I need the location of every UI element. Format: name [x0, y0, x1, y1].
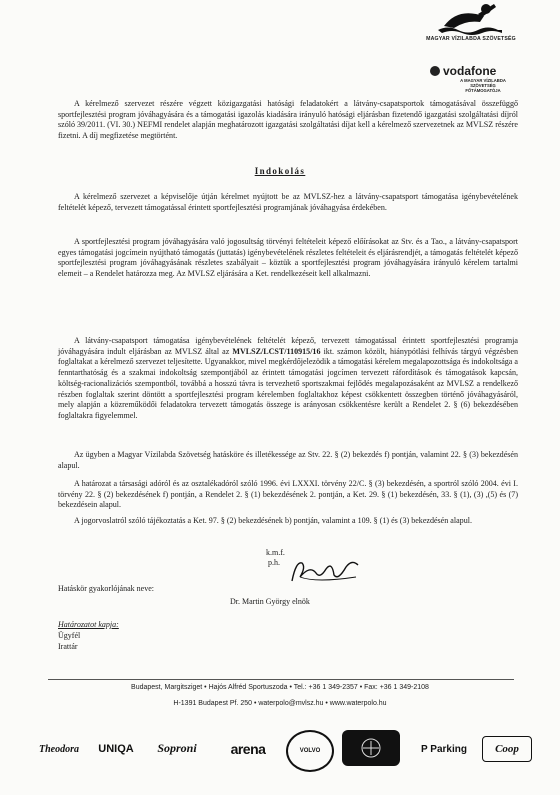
federation-logo-text: MAGYAR VÍZILABDA SZÖVETSÉG [426, 36, 516, 42]
paragraph-2: A sportfejlesztési program jóváhagyására való jogosultság törvényi feltételeit képező előírásokat az Stv. és a Tao., a látvány-csapatsport egyes támogatási jogcímein nyújtható támogatás (juttatás) igénybevételének részletes feltételeit és eljárásrendjét, a támogatás feltételét képező sportfejlesztési program jóváhagyásának részletes szabályait – köztük a sportfejlesztési program jóváhagyására irányuló kérelem tartalmi elemeit – a Rendelet határozza meg. Az MVLSZ eljárására a Ket. rendelkezéseit kell alkalmazni. [58, 237, 518, 279]
paragraph-5: A határozat a társasági adóról és az osztalékadóról szóló 1996. évi LXXXI. törvény 22/C. § (3) bekezdésén, a sportról szóló 2004. évi I. törvény 22. § (2) bekezdésének f) pontján, a Rendelet 2. § (1) bekezdésének 2. pontján, a Ket. 29. § (1) bekezdésén, 33. § (1), (3) ,(5) és (7) bekezdésein alapul. [58, 479, 518, 510]
sponsor-strip [30, 728, 535, 772]
footer-address: Budapest, Margitsziget • Hajós Alfréd Sportuszoda • Tel.: +36 1 349-2357 • Fax: +36 1 349-2108 [131, 684, 429, 691]
paragraph-3-part-a: A látvány-csapatsport támogatása igénybevételének feltételét képező, tervezett támogatással érintett sportfejlesztési programja jóváhagyására indult eljárásban az MVLSZ által az [58, 336, 518, 356]
vodafone-logo [430, 64, 540, 93]
sponsor-soproni-logo: Soproni [157, 740, 197, 755]
recipient-item: Irattár [58, 642, 78, 651]
paragraph-3-part-b: ikt. számon közölt, hiánypótlási felhívás tárgyú végzésben foglaltakat a kérelmező szervezet teljesítette. Ugyanakkor, mivel megkérdőjelezödik a támogatási kérelem megalapozottsága és indokoltsága a fenntarthatóság és a szakmai indokoltság szempontjából az érintett támogatási jogcímen tervezett ráfordítások és támogatások kapcsán, költség-racionalizációs szempontból, továbbá a hosszú távra is tervezhető sportszakmai fejlődés megalapozásaként az MVLSZ a rendelkező részben foglaltak szerint döntött a sportfejlesztési program kérelemben foglaltakhoz képest csökkentett összegben történő jóváhagyásáról, mely alapján a közreműködői feladatokra tervezett támogatás összege is arányosan csökkentésre került a Rendelet 2. § (6) bekezdésében foglaltakra figyelemmel. [58, 346, 518, 420]
authority-label: Hatáskör gyakorlójának neve: [58, 584, 154, 593]
paragraph-3 [58, 336, 518, 422]
paragraph-6: A jogorvoslatról szóló tájékoztatás a Ket. 97. § (2) bekezdésének b) pontján, valamint a 109. § (1) és (3) bekezdésén alapul. [74, 516, 472, 525]
signer-name: Dr. Martin György elnök [230, 597, 310, 606]
sponsor-arena-logo: arena [230, 741, 266, 757]
intro-paragraph: A kérelmező szervezet részére végzett közigazgatási hatósági feladatokért a látvány-csapatsportok támogatásával összefüggő sportfejlesztési program jóváhagyására és a támogatási igazolás kiadására irányuló hatósági eljárásban fizetendő igazgatási szolgáltatási díjról szóló 39/2011. (VI. 30.) NEFMI rendelet alapján meghatározott igazgatási szolgáltatási díjat kell a kérelmező szervezetnek az MVLSZ részére fizetni. A díj megfizetése megtörtént. [58, 99, 518, 141]
sponsor-theodora-logo: Theodora [39, 743, 79, 755]
section-heading: Indokolás [254, 166, 306, 176]
recipients-title: Határozatot kapja: [58, 620, 119, 629]
sponsor-volvo-logo: VOLVO [286, 730, 334, 772]
vodafone-sub: A MAGYAR VÍZILABDA SZÖVETSÉG FŐTÁMOGATÓJA [460, 78, 506, 93]
case-number: MVLSZ/LCST/110915/16 [232, 346, 321, 356]
sponsor-emblem-logo [342, 730, 400, 766]
ph-label: p.h. [268, 558, 280, 567]
paragraph-4: Az ügyben a Magyar Vízilabda Szövetség hatásköre és illetékessége az Stv. 22. § (2) bekezdés f) pontján, valamint 22. § (3) bekezdésén alapul. [58, 450, 518, 470]
vodafone-speechmark-icon [430, 66, 440, 76]
water-polo-player-icon [436, 2, 506, 36]
sponsor-parking-logo: P Parking [421, 743, 467, 755]
sponsor-coop-logo: Coop [482, 736, 532, 762]
footer-divider [48, 679, 514, 680]
paragraph-1: A kérelmező szervezet a képviselője útján kérelmet nyújtott be az MVLSZ-hez a látvány-csapatsport támogatása igénybevételének feltételét képező, tervezett támogatással érintett sportfejlesztési programjának jóváhagyása érdekében. [58, 192, 518, 212]
handwritten-signature [286, 555, 366, 587]
kmf-label: k.m.f. [266, 548, 285, 557]
vodafone-brand: vodafone [443, 64, 497, 78]
footer-contact: H-1391 Budapest Pf. 250 • waterpolo@mvlsz.hu • www.waterpolo.hu [173, 700, 387, 707]
recipient-item: Ügyfél [58, 631, 81, 640]
sponsor-uniqa-logo: UNIQA [98, 743, 134, 755]
sponsor-emblem-icon [351, 736, 391, 760]
federation-logo [416, 2, 526, 52]
